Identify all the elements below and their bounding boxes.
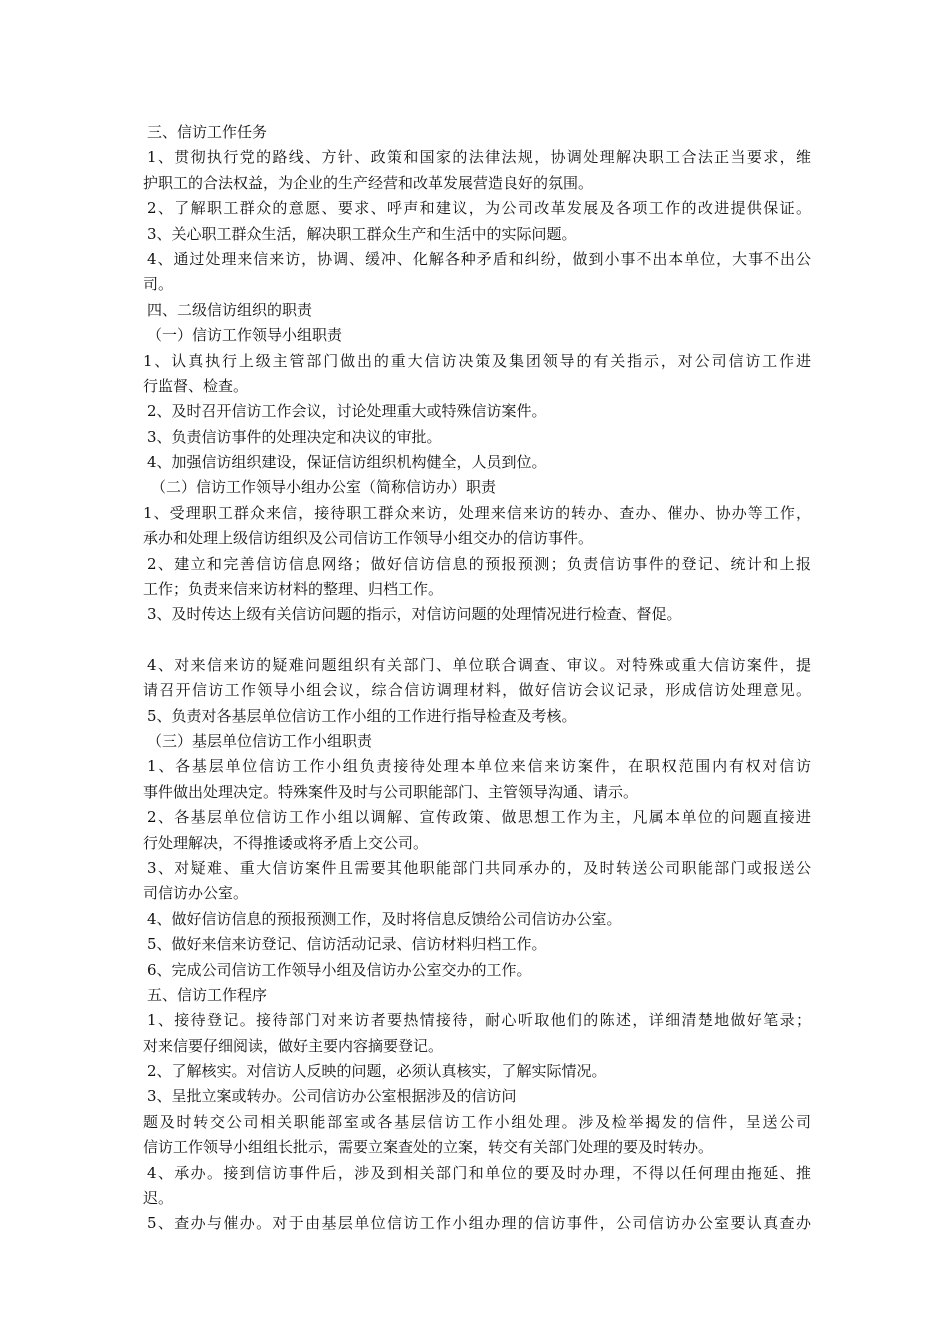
paragraph-line: 护职工的合法权益，为企业的生产经营和改革发展营造良好的氛围。 [143, 173, 594, 192]
paragraph-line: 1、接待登记。接待部门对来访者要热情接待，耐心听取他们的陈述，详细清楚地做好笔录； [147, 1011, 811, 1030]
paragraph-line: 信访工作领导小组组长批示，需要立案查处的立案，转交有关部门处理的要及时转办。 [143, 1138, 714, 1157]
paragraph-line: 对来信要仔细阅读，做好主要内容摘要登记。 [143, 1036, 444, 1055]
paragraph-line: 行处理解决，不得推诿或将矛盾上交公司。 [143, 833, 429, 852]
paragraph-line: 2、了解核实。对信访人反映的问题，必须认真核实，了解实际情况。 [147, 1062, 607, 1081]
document-body [143, 120, 811, 1237]
paragraph-line: 1、各基层单位信访工作小组负责接待处理本单位来信来访案件，在职权范围内有权对信访 [147, 757, 811, 776]
paragraph-line: 4、承办。接到信访事件后，涉及到相关部门和单位的要及时办理，不得以任何理由拖延、推 [147, 1163, 811, 1182]
paragraph-line: 5、查办与催办。对于由基层单位信访工作小组办理的信访事件，公司信访办公室要认真查办 [147, 1214, 811, 1233]
section-heading: 五、信访工作程序 [147, 985, 268, 1004]
paragraph-line: 工作；负责来信来访材料的整理、归档工作。 [143, 580, 444, 599]
paragraph-line: 司信访办公室。 [143, 884, 249, 903]
paragraph-line: 4、通过处理来信来访，协调、缓冲、化解各种矛盾和纠纷，做到小事不出本单位，大事不出公 [147, 249, 811, 268]
paragraph-line: 事件做出处理决定。特殊案件及时与公司职能部门、主管领导沟通、请示。 [143, 782, 639, 801]
paragraph-line: 4、做好信访信息的预报预测工作，及时将信息反馈给公司信访办公室。 [147, 909, 622, 928]
paragraph-line: 2、及时召开信访工作会议，讨论处理重大或特殊信访案件。 [147, 402, 547, 421]
section-heading: 三、信访工作任务 [147, 123, 268, 141]
paragraph-line: 3、关心职工群众生活，解决职工群众生产和生活中的实际问题。 [147, 224, 577, 243]
paragraph-line: 迟。 [143, 1189, 174, 1208]
paragraph-line: 3、对疑难、重大信访案件且需要其他职能部门共同承办的，及时转送公司职能部门或报送公 [147, 858, 811, 877]
paragraph-line: 行监督、检查。 [143, 376, 249, 395]
subsection-heading: （一）信访工作领导小组职责 [147, 326, 343, 345]
paragraph-line: 5、负责对各基层单位信访工作小组的工作进行指导检查及考核。 [147, 706, 577, 725]
paragraph-line: 5、做好来信来访登记、信访活动记录、信访材料归档工作。 [147, 935, 547, 954]
paragraph-line: 2、建立和完善信访信息网络；做好信访信息的预报预测；负责信访事件的登记、统计和上报 [147, 554, 811, 573]
subsection-heading: （二）信访工作领导小组办公室（简称信访办）职责 [151, 478, 497, 497]
section-heading: 四、二级信访组织的职责 [147, 300, 313, 319]
paragraph-line: 1、受理职工群众来信，接待职工群众来访，处理来信来访的转办、查办、催办、协办等工作， [143, 503, 811, 522]
paragraph-line: 4、对来信来访的疑难问题组织有关部门、单位联合调查、审议。对特殊或重大信访案件，提 [147, 655, 811, 674]
blank-line [143, 628, 811, 653]
subsection-heading: （三）基层单位信访工作小组职责 [147, 731, 373, 750]
paragraph-line: 1、贯彻执行党的路线、方针、政策和国家的法律法规，协调处理解决职工合法正当要求，维 [147, 148, 811, 167]
paragraph-line: 6、完成公司信访工作领导小组及信访办公室交办的工作。 [147, 960, 532, 979]
paragraph-line: 1、认真执行上级主管部门做出的重大信访决策及集团领导的有关指示，对公司信访工作进 [143, 351, 811, 370]
paragraph-line: 司。 [143, 275, 174, 294]
paragraph-line: 2、各基层单位信访工作小组以调解、宣传政策、做思想工作为主，凡属本单位的问题直接进 [147, 808, 811, 827]
paragraph-line: 3、及时传达上级有关信访问题的指示，对信访问题的处理情况进行检查、督促。 [147, 605, 682, 624]
paragraph-line: 4、加强信访组织建设，保证信访组织机构健全，人员到位。 [147, 453, 547, 472]
paragraph-line: 请召开信访工作领导小组会议，综合信访调理材料，做好信访会议记录，形成信访处理意见。 [143, 681, 811, 700]
paragraph-line: 3、呈批立案或转办。公司信访办公室根据涉及的信访问 [147, 1087, 517, 1106]
paragraph-line: 承办和处理上级信访组织及公司信访工作领导小组交办的信访事件。 [143, 529, 594, 548]
paragraph-line: 题及时转交公司相关职能部室或各基层信访工作小组处理。涉及检举揭发的信件，呈送公司 [143, 1112, 811, 1131]
paragraph-line: 2、了解职工群众的意愿、要求、呼声和建议，为公司改革发展及各项工作的改进提供保证。 [147, 199, 811, 218]
paragraph-line: 3、负责信访事件的处理决定和决议的审批。 [147, 427, 442, 446]
